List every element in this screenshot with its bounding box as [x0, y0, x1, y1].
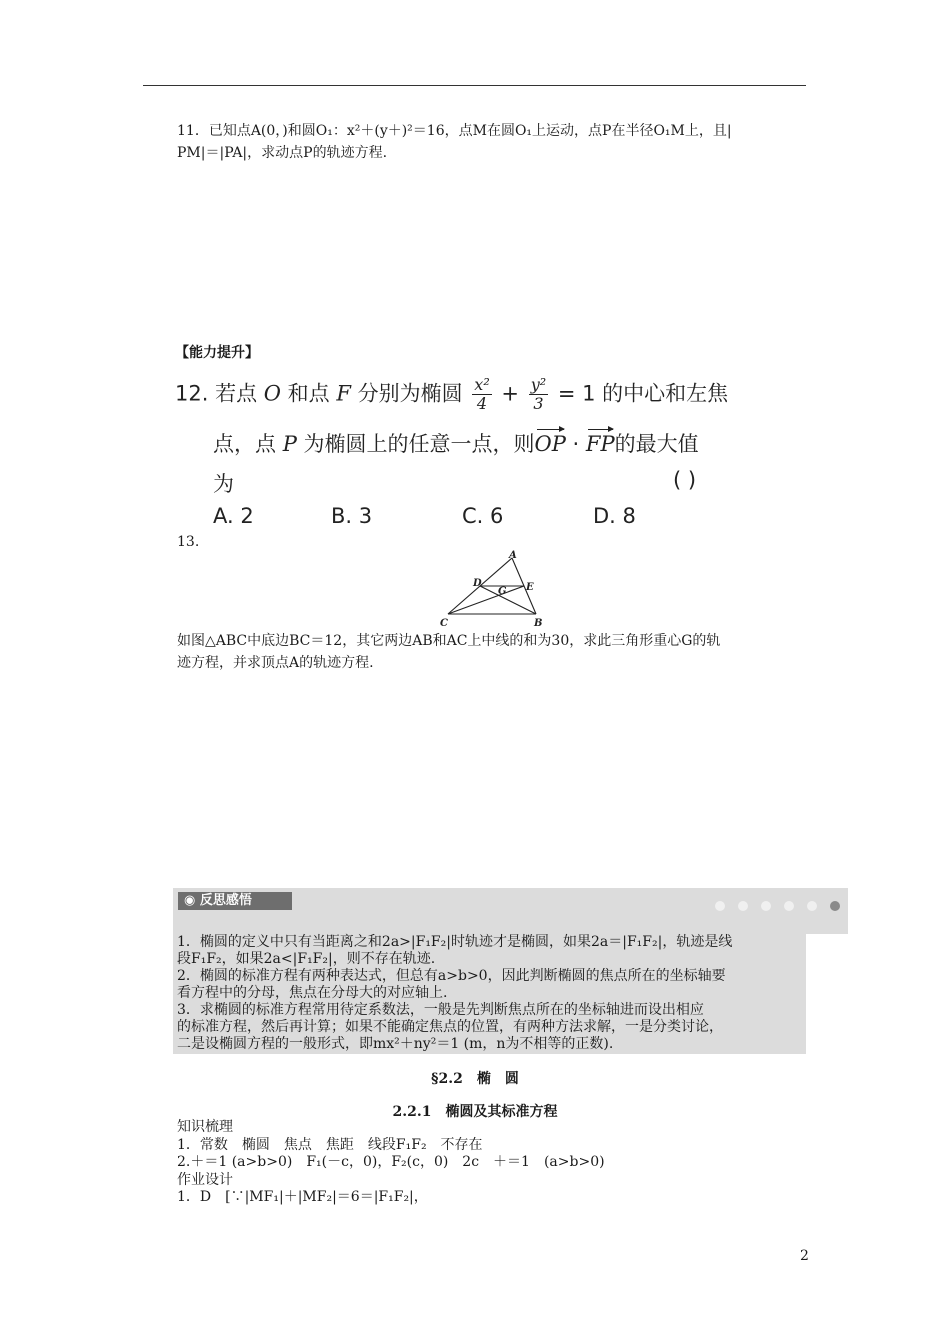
- dot-icon: [784, 901, 794, 911]
- dot-icon: [738, 901, 748, 911]
- dot-icon: [761, 901, 771, 911]
- option-c: C. 6: [462, 504, 504, 528]
- question-12: [175, 372, 750, 537]
- label-d: D: [473, 578, 482, 589]
- question-12-line-1: 12. 若点 O 和点 F 分别为椭圆 $\frac{\text{x²}}{4}$ + $\frac{\text{y²}}{3}$ = 1 的中心和左焦: [175, 375, 729, 413]
- question-13: [177, 630, 807, 674]
- fraction-x2-over-4: $\frac{\text{x²}}{4}$: [474, 375, 490, 413]
- question-11-line-1: 11．已知点A(0，)和圆O₁：x²＋(y＋)²＝16，点M在圆O₁上运动，点P在半径O₁M上，且|: [177, 123, 732, 139]
- reflection-line: 的标准方程，然后再计算；如果不能确定焦点的位置，有两种方法求解，一是分类讨论，: [177, 1019, 723, 1035]
- question-11: [177, 120, 807, 164]
- label-a: A: [509, 550, 517, 561]
- point-p: P: [282, 432, 297, 456]
- question-12-line-2: 点，点 P 为椭圆上的任意一点，则OP · FP的最大值: [213, 432, 699, 456]
- reflection-line: 段F₁F₂，如果2a<|F₁F₂|，则不存在轨迹.: [177, 951, 436, 967]
- answers-block: [177, 1119, 797, 1207]
- answer-line: 2.＋＝1 (a>b>0) F₁(－c，0)，F₂(c，0) 2c ＋＝1 (a>b>0): [177, 1154, 605, 1170]
- vector-fp: FP: [585, 432, 615, 456]
- point-f: F: [336, 381, 351, 406]
- header-rule: [143, 85, 806, 86]
- label-g: G: [498, 586, 507, 597]
- reflection-line: 1．椭圆的定义中只有当距离之和2a>|F₁F₂|时轨迹才是椭圆，如果2a＝|F₁F₂|，轨迹是线: [177, 934, 733, 950]
- reflection-banner: [173, 888, 848, 934]
- ability-heading: 【能力提升】: [175, 345, 259, 361]
- reflection-box: [173, 934, 806, 1054]
- answer-line: 1．D [∵|MF₁|＋|MF₂|＝6＝|F₁F₂|，: [177, 1189, 428, 1205]
- reflection-line: 3．求椭圆的标准方程常用待定系数法，一般是先判断焦点所在的坐标轴进而设出相应: [177, 1002, 704, 1018]
- decorative-dots: [707, 896, 840, 915]
- option-a: A. 2: [213, 504, 254, 528]
- section-title: §2.2 椭 圆: [431, 1071, 519, 1087]
- option-d: D. 8: [593, 504, 636, 528]
- answer-line: 知识梳理: [177, 1119, 233, 1135]
- triangle-figure: [436, 548, 552, 628]
- question-11-line-2: PM|＝|PA|，求动点P的轨迹方程.: [177, 145, 388, 161]
- option-b: B. 3: [331, 504, 373, 528]
- question-13-number: 13.: [177, 534, 200, 550]
- question-13-line-1: 如图△ABC中底边BC＝12，其它两边AB和AC上中线的和为30，求此三角形重心G的轨: [177, 633, 721, 649]
- reflection-tag: ◉ 反思感悟: [178, 892, 292, 910]
- question-13-line-2: 迹方程，并求顶点A的轨迹方程.: [177, 655, 374, 671]
- subsection-title: 2.2.1 椭圆及其标准方程: [392, 1104, 558, 1120]
- answer-line: 1．常数 椭圆 焦点 焦距 线段F₁F₂ 不存在: [177, 1136, 483, 1153]
- answer-line: 作业设计: [177, 1171, 233, 1188]
- reflection-line: 2．椭圆的标准方程有两种表达式，但总有a>b>0，因此判断椭圆的焦点所在的坐标轴要: [177, 968, 726, 984]
- vector-op: OP: [534, 432, 566, 456]
- dot-icon: [807, 901, 817, 911]
- page-number: 2: [800, 1248, 809, 1264]
- question-12-line-3: 为: [213, 472, 234, 496]
- label-c: C: [440, 618, 448, 628]
- dot-icon: [715, 901, 725, 911]
- label-e: E: [526, 582, 534, 593]
- reflection-line: 二是设椭圆方程的一般形式，即mx²＋ny²＝1 (m，n为不相等的正数).: [177, 1036, 614, 1052]
- label-b: B: [534, 618, 543, 628]
- dot-icon: [830, 901, 840, 911]
- point-o: O: [263, 381, 281, 406]
- answer-paren: ( ): [673, 468, 697, 492]
- median-e-line: [448, 586, 524, 614]
- reflection-line: 看方程中的分母，焦点在分母大的对应轴上.: [177, 985, 448, 1001]
- fraction-y2-over-3: $\frac{\text{y²}}{3}$: [530, 375, 547, 413]
